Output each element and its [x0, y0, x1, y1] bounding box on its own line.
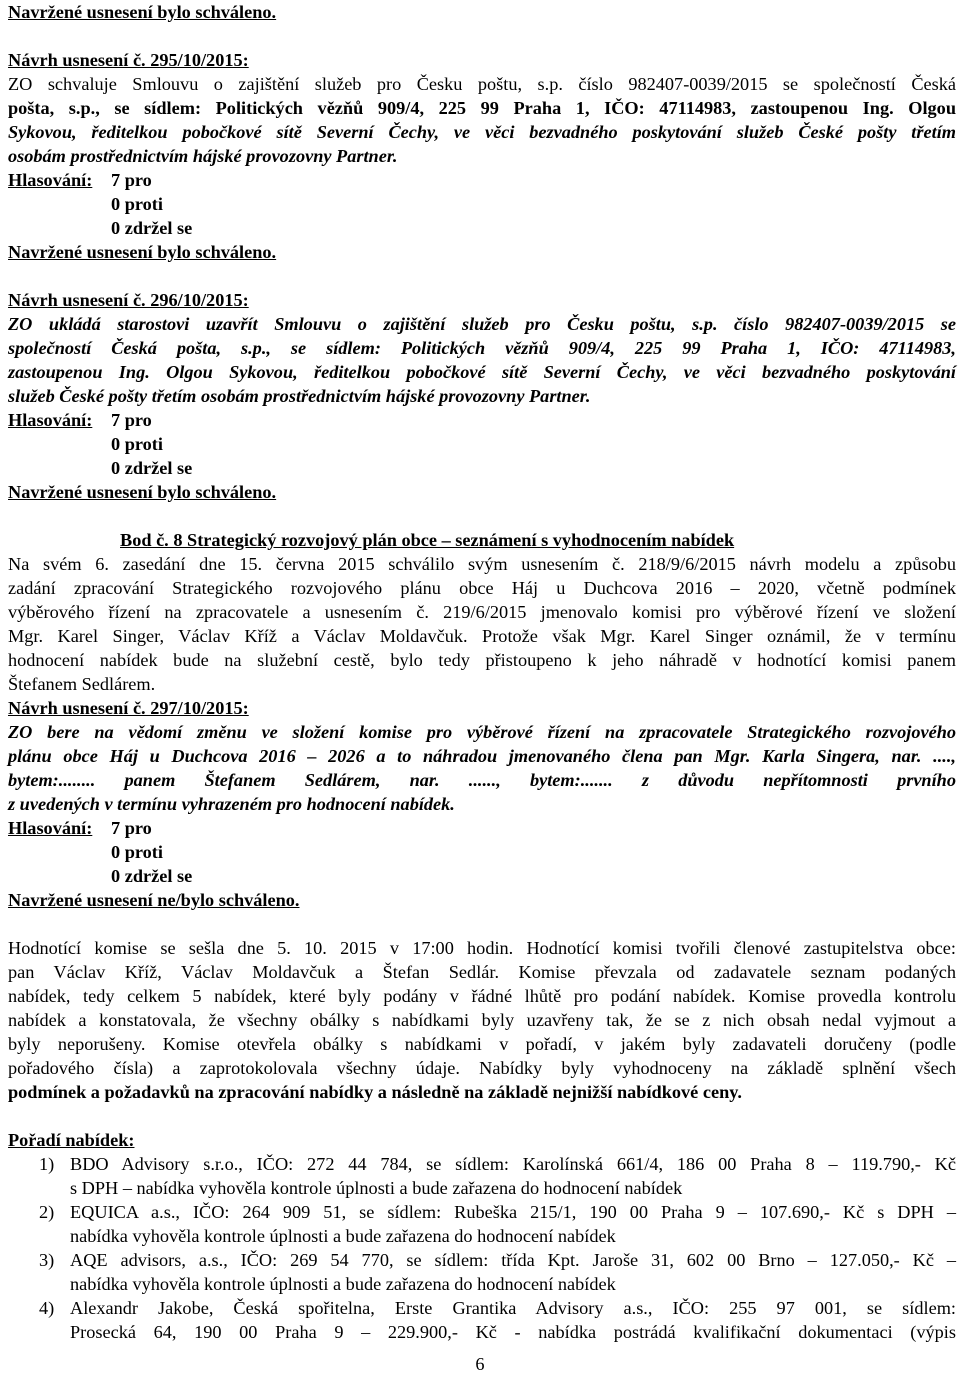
resolution-text-line: ZO bere na vědomí změnu ve složení komise pro výběrové řízení na zpracovatele Strategického rozvojového [8, 722, 956, 742]
commission-report [8, 936, 956, 1104]
paragraph-line: zadání zpracování Strategického rozvojového plánu obce Háj u Duchcova 2016 – 2020, včetně podmínek [8, 578, 956, 598]
resolution-heading: Návrh usnesení č. 295/10/2015: [8, 50, 249, 70]
vote-proti: 0 proti [111, 434, 163, 454]
vote-abstain: 0 zdržel se [111, 218, 193, 238]
resolution-text-line: pošta, s.p., se sídlem: Politických vězňů 909/4, 225 99 Praha 1, IČO: 47114983, zastoupenou Ing. Olgou [8, 98, 956, 118]
list-item [8, 1200, 956, 1248]
offer-line: AQE advisors, a.s., IČO: 269 54 770, se sídlem: třída Kpt. Jaroše 31, 602 00 Brno – 127.050,- Kč – [70, 1250, 956, 1270]
paragraph-line: podmínek a požadavků na zpracování nabídky a následně na základě nejnižší nabídkové ceny. [8, 1082, 742, 1102]
paragraph-line: Na svém 6. zasedání dne 15. června 2015 schválilo svým usnesením č. 218/9/6/2015 návrh modelu a způsobu [8, 554, 956, 574]
resolution-text-line: zastoupenou Ing. Olgou Sykovou, ředitelkou pobočkové sítě Severní Čechy, ve věci bezvadného poskytování [8, 362, 956, 382]
approval-note: Navržené usnesení bylo schváleno. [8, 482, 277, 502]
document-page [8, 0, 956, 1344]
offer-line: Alexandr Jakobe, Česká spořitelna, Erste Grantika Advisory a.s., IČO: 255 97 001, se sídlem: [70, 1298, 956, 1318]
vote-proti: 0 proti [111, 842, 163, 862]
list-number: 2) [39, 1202, 55, 1222]
paragraph-line: Hodnotící komise se sešla dne 5. 10. 2015 v 17:00 hodin. Hodnotící komisi tvořili členové zastupitelstva obce: [8, 938, 956, 958]
resolution-text-line: bytem:........ panem Štefanem Sedlárem, nar. ......, bytem:....... z důvodu nepřítomnosti prvního [8, 770, 956, 790]
vote-proti: 0 proti [111, 194, 163, 214]
vote-label: Hlasování: [8, 410, 93, 430]
approval-note: Navržené usnesení bylo schváleno. [8, 242, 277, 262]
list-item [8, 1248, 956, 1296]
list-item [8, 1152, 956, 1200]
paragraph-line: pan Václav Kříž, Václav Moldavčuk a Štefan Sedlár. Komise převzala od zadavatele seznam podaných [8, 962, 956, 982]
agenda-item-8 [8, 528, 956, 696]
approval-note: Navržené usnesení bylo schváleno. [8, 2, 277, 22]
paragraph-line: byly neporušeny. Komise otevřela obálky s nabídkami v pořadí, v jakém byly zadavateli doručeny (podle [8, 1034, 956, 1054]
offer-line: BDO Advisory s.r.o., IČO: 272 44 784, se sídlem: Karolínská 661/4, 186 00 Praha 8 – 119.790,- Kč [70, 1154, 956, 1174]
paragraph-line: Štefanem Sedlárem. [8, 674, 156, 694]
offer-line: nabídka vyhověla kontrole úplnosti a bude zařazena do hodnocení nabídek [70, 1274, 616, 1294]
resolution-text-line: ZO ukládá starostovi uzavřít Smlouvu o zajištění služeb pro Česku poštu, s.p. číslo 982407-0039/2015 se [8, 314, 956, 334]
resolution-heading: Návrh usnesení č. 296/10/2015: [8, 290, 249, 310]
offers-list [8, 1152, 956, 1344]
vote-abstain: 0 zdržel se [111, 866, 193, 886]
resolution-heading: Návrh usnesení č. 297/10/2015: [8, 698, 249, 718]
paragraph-line: Mgr. Karel Singer, Václav Kříž a Václav Moldavčuk. Protože však Mgr. Karel Singer oznámil, že v termínu [8, 626, 956, 646]
paragraph-line: nabídek, tedy celkem 5 nabídek, které byly podány v řádné lhůtě pro podání nabídek. Komise provedla kontrolu [8, 986, 956, 1006]
vote-label: Hlasování: [8, 170, 93, 190]
resolution-text-line: plánu obce Háj u Duchcova 2016 – 2026 a to náhradou jmenovaného člena pan Mgr. Karla Singera, nar. ...., [8, 746, 956, 766]
list-number: 4) [39, 1298, 55, 1318]
resolution-text-line: Sykovou, ředitelkou pobočkové sítě Severní Čechy, ve věci bezvadného poskytování služeb České pošty třetím [8, 122, 956, 142]
offer-line: s DPH – nabídka vyhověla kontrole úplnosti a bude zařazena do hodnocení nabídek [70, 1178, 683, 1198]
offer-line: Prosecká 64, 190 00 Praha 9 – 229.900,- Kč - nabídka postrádá kvalifikační dokumentaci (výpis [70, 1322, 956, 1342]
resolution-text-line: osobám prostřednictvím hájské provozovny Partner. [8, 146, 398, 166]
vote-abstain: 0 zdržel se [111, 458, 193, 478]
vote-pro: Hlasování: 7 pro [8, 170, 152, 190]
vote-pro: Hlasování: 7 pro [8, 410, 152, 430]
list-number: 3) [39, 1250, 55, 1270]
resolution-297 [8, 696, 956, 912]
resolution-text-line: společností Česká pošta, s.p., se sídlem: Politických vězňů 909/4, 225 99 Praha 1, IČO: 47114983, [8, 338, 956, 358]
resolution-296 [8, 288, 956, 504]
list-number: 1) [39, 1154, 55, 1174]
agenda-heading: Bod č. 8 Strategický rozvojový plán obce – seznámení s vyhodnocením nabídek [120, 530, 735, 550]
resolution-text-line: ZO schvaluje Smlouvu o zajištění služeb pro Česku poštu, s.p. číslo 982407-0039/2015 se společností Česká [8, 74, 956, 94]
approval-note: Navržené usnesení ne/bylo schváleno. [8, 890, 300, 910]
offer-line: nabídka vyhověla kontrole úplnosti a bude zařazena do hodnocení nabídek [70, 1226, 616, 1246]
offer-line: EQUICA a.s., IČO: 264 909 51, se sídlem: Rubeška 215/1, 190 00 Praha 9 – 107.690,- Kč s DPH – [70, 1202, 956, 1222]
list-item [8, 1296, 956, 1344]
resolution-295 [8, 48, 956, 264]
paragraph-line: pořadového čísla) a zaprotokolovala všechny údaje. Nabídky byly vyhodnoceny na základě splnění všech [8, 1058, 956, 1078]
page-number: 6 [475, 1354, 485, 1374]
paragraph-line: výběrového řízení na zpracovatele a usnesením č. 219/6/2015 jmenovalo komisi pro výběrové řízení ve složení [8, 602, 956, 622]
resolution-text-line: z uvedených v termínu vyhrazeném pro hodnocení nabídek. [8, 794, 455, 814]
resolution-text-line: služeb České pošty třetím osobám prostřednictvím hájské provozovny Partner. [8, 386, 591, 406]
vote-label: Hlasování: [8, 818, 93, 838]
offers-heading: Pořadí nabídek: [8, 1130, 135, 1150]
vote-pro: Hlasování: 7 pro [8, 818, 152, 838]
paragraph-line: hodnocení nabídek bude na služební cestě, bylo tedy přistoupeno k jeho náhradě v hodnotící komisi panem [8, 650, 956, 670]
paragraph-line: nabídek a konstatovala, že všechny obálky s nabídkami byly uzavřeny tak, že se z nich obsah nedal vyjmout a [8, 1010, 956, 1030]
